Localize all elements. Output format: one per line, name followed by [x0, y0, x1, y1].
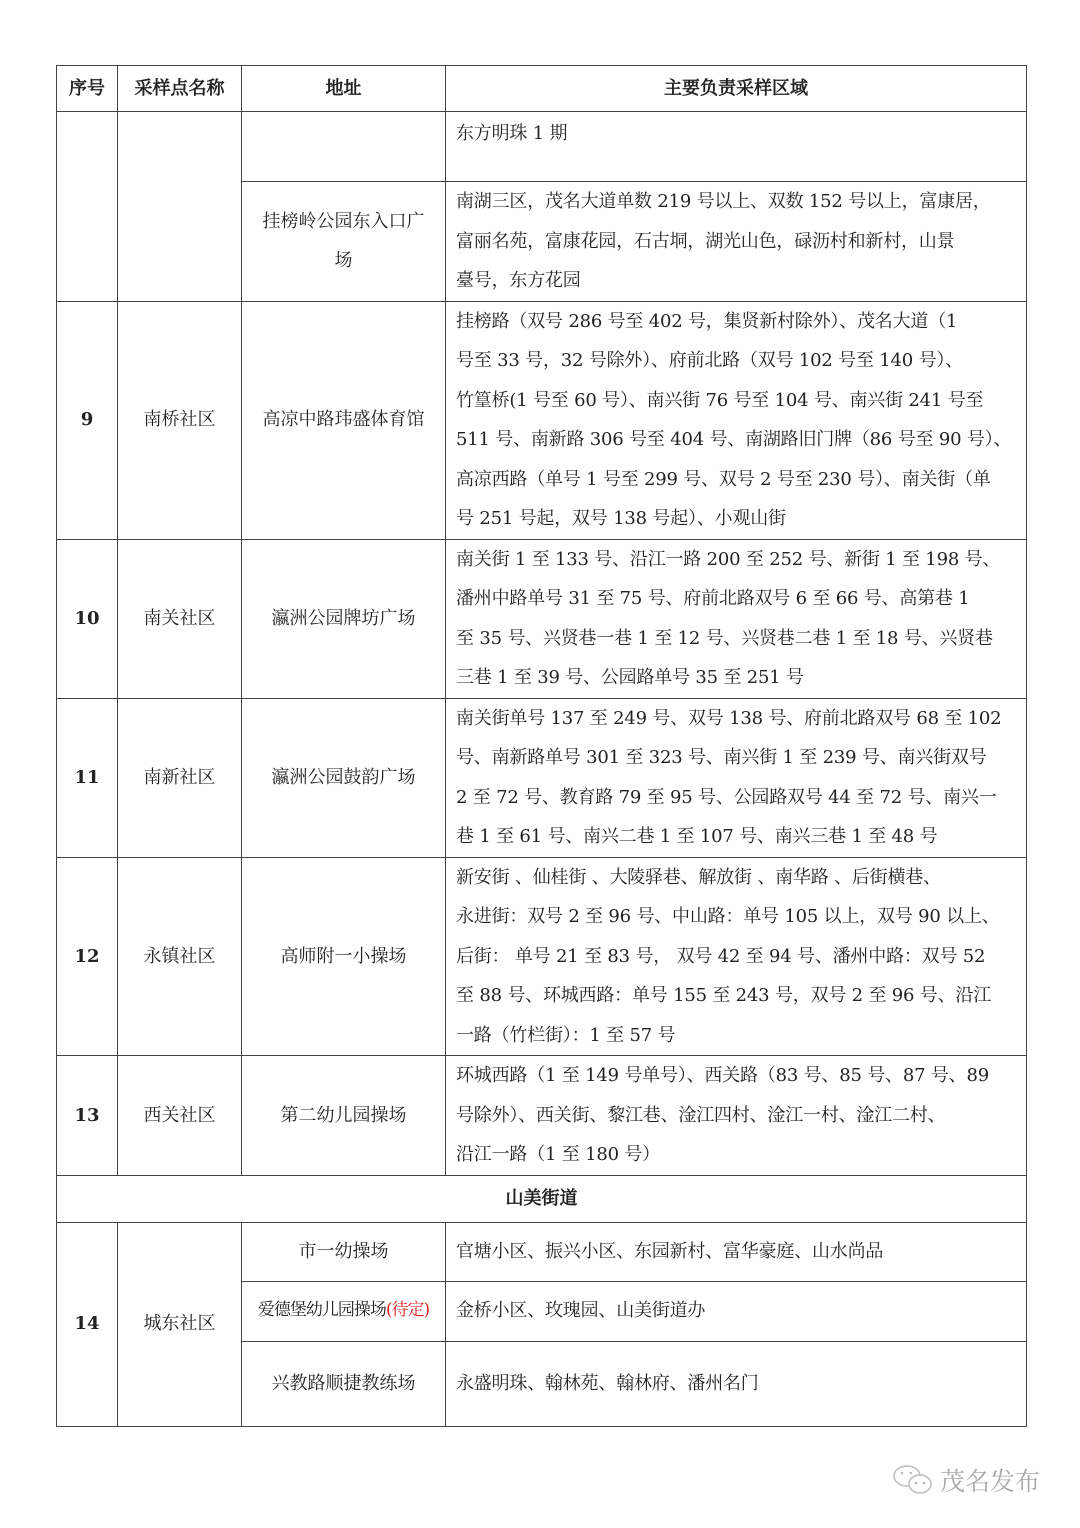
cell-name: 城东社区 [118, 1222, 242, 1426]
table-row [57, 1222, 1027, 1281]
header-name: 采样点名称 [118, 66, 242, 112]
cell-no: 13 [57, 1056, 118, 1176]
table-row [57, 857, 1027, 1056]
table-row [57, 698, 1027, 857]
cell-name [118, 112, 242, 302]
header-area: 主要负责采样区域 [446, 66, 1027, 112]
cell-site: 挂榜岭公园东入口广 场 [242, 182, 446, 302]
header-site: 地址 [242, 66, 446, 112]
cell-area: 南湖三区，茂名大道单数 219 号以上、双数 152 号以上，富康居， 富丽名苑，富康花园，石古垌，湖光山色，碌沥村和新村，山景 臺号，东方花园 [446, 182, 1027, 302]
cell-site: 第二幼儿园操场 [242, 1056, 446, 1176]
header-row [57, 66, 1027, 112]
cell-no: 12 [57, 857, 118, 1056]
cell-area: 南关街 1 至 133 号、沿江一路 200 至 252 号、新街 1 至 198 号、 潘州中路单号 31 至 75 号、府前北路双号 6 至 66 号、高第巷 1 至 35 号、兴贤巷一巷 1 至 12 号、兴贤巷二巷 1 至 18 号、兴贤巷 三巷 1 至 39 号、公园路单号 35 至 251 号 [446, 539, 1027, 698]
wechat-icon [892, 1463, 934, 1497]
section-row [57, 1175, 1027, 1222]
sampling-points-table [56, 65, 1027, 1427]
cell-area: 东方明珠 1 期 [446, 112, 1027, 182]
site-name: 爱德堡幼儿园操场 [257, 1300, 386, 1321]
cell-site: 兴教路顺捷教练场 [242, 1341, 446, 1426]
cell-area: 永盛明珠、翰林苑、翰林府、潘州名门 [446, 1341, 1027, 1426]
cell-no: 10 [57, 539, 118, 698]
cell-site: 市一幼操场 [242, 1222, 446, 1281]
cell-site: 瀛洲公园鼓韵广场 [242, 698, 446, 857]
cell-no: 9 [57, 301, 118, 539]
cell-site: 瀛洲公园牌坊广场 [242, 539, 446, 698]
cell-area: 环城西路（1 至 149 号单号）、西关路（83 号、85 号、87 号、89 号除外）、西关街、黎江巷、淦江四村、淦江一村、淦江二村、 沿江一路（1 至 180 号） [446, 1056, 1027, 1176]
cell-site: 高师附一小操场 [242, 857, 446, 1056]
cell-area: 南关街单号 137 至 249 号、双号 138 号、府前北路双号 68 至 102 号、南新路单号 301 至 323 号、南兴街 1 至 239 号、南兴街双号 2 至 72 号、教育路 79 至 95 号、公园路双号 44 至 72 号、南兴一 巷 1 至 61 号、南兴二巷 1 至 107 号、南兴三巷 1 至 48 号 [446, 698, 1027, 857]
cell-name: 永镇社区 [118, 857, 242, 1056]
section-title: 山美街道 [57, 1175, 1027, 1222]
cell-name: 南新社区 [118, 698, 242, 857]
cell-name: 西关社区 [118, 1056, 242, 1176]
watermark [892, 1462, 1040, 1498]
cell-name: 南关社区 [118, 539, 242, 698]
cell-no [57, 112, 118, 302]
cell-site [242, 112, 446, 182]
header-no: 序号 [57, 66, 118, 112]
cell-no: 11 [57, 698, 118, 857]
cell-area: 新安街 、仙桂街 、大陵驿巷、解放街 、南华路 、后街横巷、 永进街：双号 2 至 96 号、中山路：单号 105 以上，双号 90 以上、 后街： 单号 21 至 83 号， 双号 42 至 94 号、潘州中路：双号 52 至 88 号、环城西路：单号 155 至 243 号，双号 2 至 96 号、沿江 一路（竹栏街）：1 至 57 号 [446, 857, 1027, 1056]
cell-name: 南桥社区 [118, 301, 242, 539]
pending-note: (待定) [385, 1300, 430, 1321]
cell-area: 官塘小区、振兴小区、东园新村、富华豪庭、山水尚品 [446, 1222, 1027, 1281]
cell-area: 金桥小区、玫瑰园、山美街道办 [446, 1281, 1027, 1341]
table-row [57, 539, 1027, 698]
cell-site [242, 1281, 446, 1341]
table-row [57, 301, 1027, 539]
cell-site: 高凉中路玮盛体育馆 [242, 301, 446, 539]
cell-no: 14 [57, 1222, 118, 1426]
watermark-text: 茂名发布 [940, 1467, 1041, 1496]
cell-area: 挂榜路（双号 286 号至 402 号，集贤新村除外）、茂名大道（1 号至 33 号，32 号除外）、府前北路（双号 102 号至 140 号）、 竹篁桥(1 号至 60 号）、南兴街 76 号至 104 号、南兴街 241 号至 511 号、南新路 306 号至 404 号、南湖路旧门牌（86 号至 90 号）、 高凉西路（单号 1 号至 299 号、双号 2 号至 230 号）、南关街（单 号 251 号起，双号 138 号起）、小观山街 [446, 301, 1027, 539]
table-row [57, 1056, 1027, 1176]
table-row [57, 112, 1027, 182]
